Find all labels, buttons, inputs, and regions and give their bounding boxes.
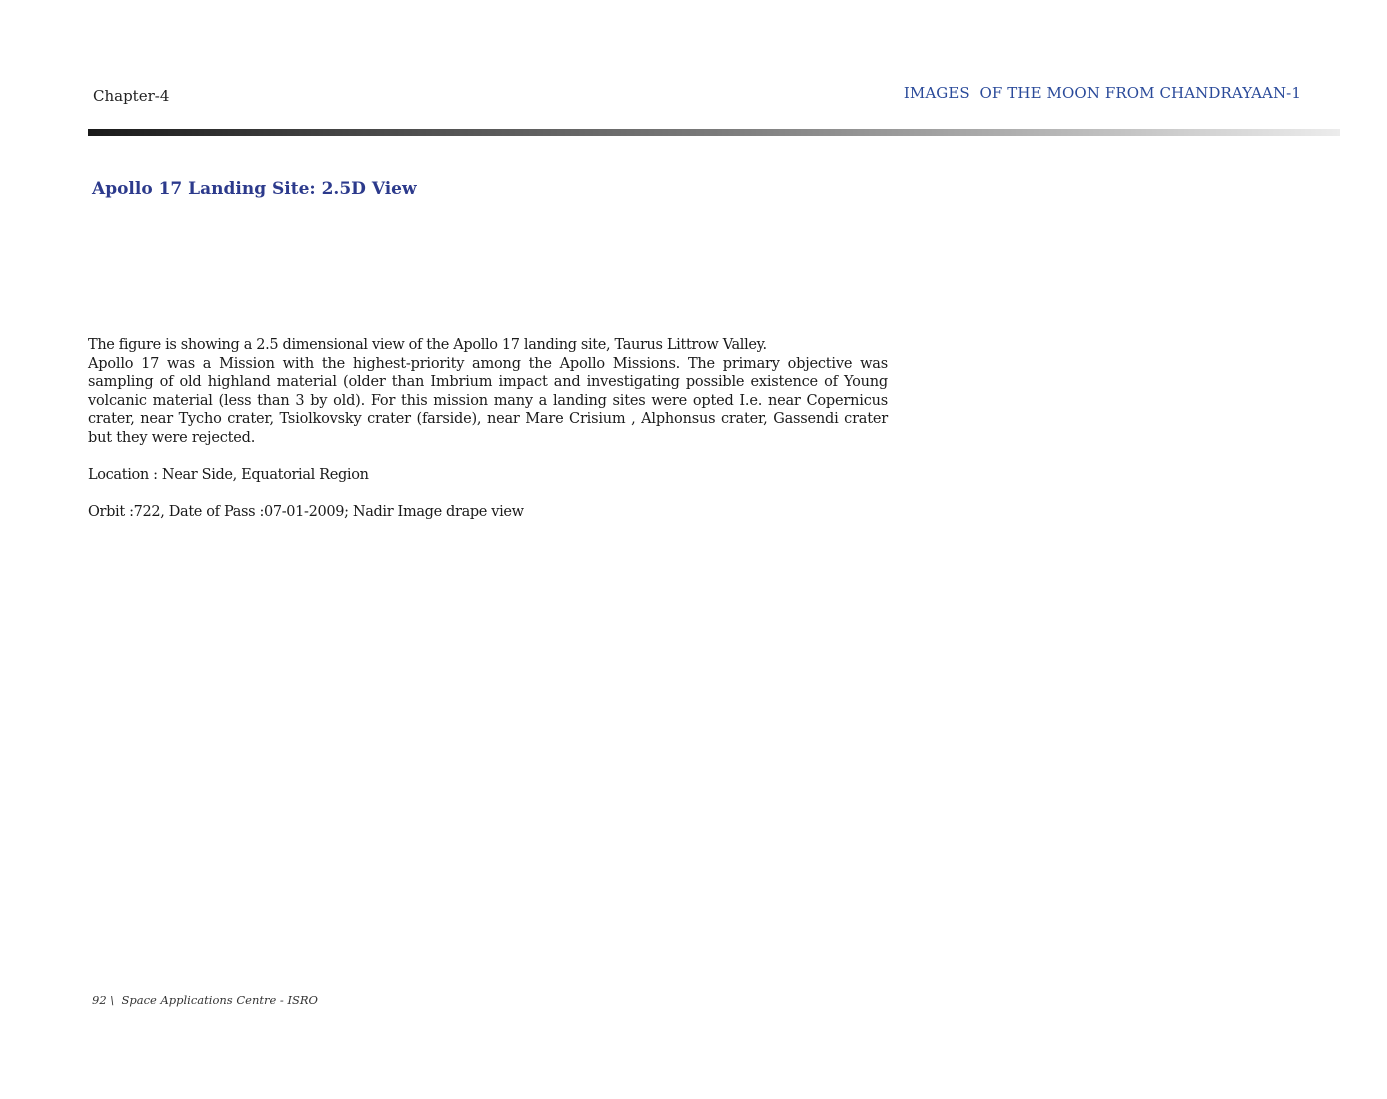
- section-title: Apollo 17 Landing Site: 2.5D View: [92, 179, 417, 199]
- location-line: Location : Near Side, Equatorial Region: [88, 467, 369, 484]
- description-paragraph: Apollo 17 was a Mission with the highest-priority among the Apollo Missions. The primary objective was sampling of old highland material (older than Imbrium impact and investigating possible existence of Young volcanic material (less than 3 by old). For this mission many a landing sites were opted I.e. near Copernicus crater, near Tycho crater, Tsiolkovsky crater (farside), near Mare Crisium , Alphonsus crater, Gassendi crater but they were rejected.: [88, 355, 888, 446]
- orbit-line: Orbit :722, Date of Pass :07-01-2009; Nadir Image drape view: [88, 504, 524, 521]
- body-text: [88, 336, 888, 522]
- running-title: IMAGES OF THE MOON FROM CHANDRAYAAN-1: [903, 84, 1301, 102]
- page-footer: 92 \ Space Applications Centre - ISRO: [92, 993, 318, 1007]
- header-divider: [88, 129, 1340, 136]
- intro-paragraph: The figure is showing a 2.5 dimensional view of the Apollo 17 landing site, Taurus Littrow Valley.: [88, 337, 767, 353]
- chapter-label: Chapter-4: [93, 87, 170, 105]
